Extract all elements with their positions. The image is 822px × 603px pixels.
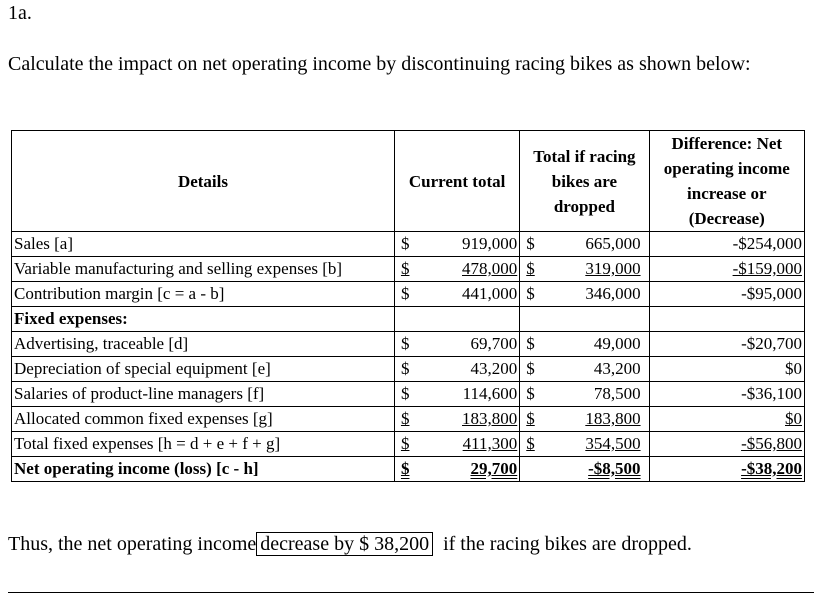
cell-dropped: 49,000 [548, 332, 649, 357]
cell-current: 114,600 [424, 382, 520, 407]
row-label: Depreciation of special equipment [e] [12, 357, 395, 382]
cell-difference: -$254,000 [649, 232, 804, 257]
calculation-table [11, 130, 805, 482]
header-difference: Difference: Net operating income increase or (Decrease) [649, 131, 804, 232]
cell-difference: -$56,800 [649, 432, 804, 457]
conclusion-before: Thus, the net operating income [8, 533, 257, 555]
bottom-divider [8, 592, 814, 593]
conclusion-text [8, 531, 692, 557]
conclusion-answer-box: decrease by $ 38,200 [256, 532, 433, 556]
cell-dropped-sign: $ [520, 282, 549, 307]
row-label: Sales [a] [12, 232, 395, 257]
table-row [12, 332, 805, 357]
cell-current: 29,700 [424, 457, 520, 482]
row-label: Salaries of product-line managers [f] [12, 382, 395, 407]
row-label: Total fixed expenses [h = d + e + f + g] [12, 432, 395, 457]
cell-dropped-sign [520, 457, 549, 482]
cell-dropped [548, 307, 649, 332]
cell-dropped-sign: $ [520, 407, 549, 432]
row-label: Allocated common fixed expenses [g] [12, 407, 395, 432]
row-label: Advertising, traceable [d] [12, 332, 395, 357]
row-label: Net operating income (loss) [c - h] [12, 457, 395, 482]
cell-current: 478,000 [424, 257, 520, 282]
cell-dropped: 78,500 [548, 382, 649, 407]
table-row [12, 407, 805, 432]
cell-current-sign [394, 307, 424, 332]
cell-difference: -$20,700 [649, 332, 804, 357]
header-current-total: Current total [394, 131, 519, 232]
cell-current-sign: $ [394, 457, 424, 482]
conclusion-after: if the racing bikes are dropped. [443, 533, 692, 555]
cell-current: 183,800 [424, 407, 520, 432]
cell-current: 919,000 [424, 232, 520, 257]
cell-dropped: -$8,500 [548, 457, 649, 482]
cell-dropped: 665,000 [548, 232, 649, 257]
header-total-if-dropped: Total if racing bikes are dropped [520, 131, 649, 232]
table-row [12, 232, 805, 257]
cell-dropped-sign: $ [520, 332, 549, 357]
table-row [12, 382, 805, 407]
cell-current-sign: $ [394, 257, 424, 282]
cell-dropped: 183,800 [548, 407, 649, 432]
table-row [12, 307, 805, 332]
question-label: 1a. [8, 2, 32, 24]
cell-current: 43,200 [424, 357, 520, 382]
row-label: Variable manufacturing and selling expenses [b] [12, 257, 395, 282]
cell-dropped: 319,000 [548, 257, 649, 282]
cell-current-sign: $ [394, 407, 424, 432]
cell-difference [649, 307, 804, 332]
table-row [12, 257, 805, 282]
table-row [12, 282, 805, 307]
table-row [12, 432, 805, 457]
cell-current-sign: $ [394, 282, 424, 307]
cell-current-sign: $ [394, 332, 424, 357]
intro-text: Calculate the impact on net operating income by discontinuing racing bikes as shown below: [8, 53, 751, 75]
cell-dropped-sign: $ [520, 432, 549, 457]
cell-current-sign: $ [394, 357, 424, 382]
cell-current [424, 307, 520, 332]
cell-current-sign: $ [394, 232, 424, 257]
cell-dropped-sign: $ [520, 232, 549, 257]
header-details: Details [12, 131, 395, 232]
cell-dropped-sign [520, 307, 549, 332]
cell-dropped-sign: $ [520, 257, 549, 282]
cell-difference: $0 [649, 357, 804, 382]
cell-dropped: 354,500 [548, 432, 649, 457]
cell-dropped-sign: $ [520, 357, 549, 382]
table-row [12, 457, 805, 482]
row-label: Contribution margin [c = a - b] [12, 282, 395, 307]
cell-current: 411,300 [424, 432, 520, 457]
cell-dropped: 346,000 [548, 282, 649, 307]
row-label: Fixed expenses: [12, 307, 395, 332]
table-header-row [12, 131, 805, 232]
cell-current-sign: $ [394, 382, 424, 407]
table-row [12, 357, 805, 382]
cell-current: 441,000 [424, 282, 520, 307]
cell-dropped-sign: $ [520, 382, 549, 407]
cell-difference: -$36,100 [649, 382, 804, 407]
cell-current-sign: $ [394, 432, 424, 457]
cell-difference: -$159,000 [649, 257, 804, 282]
cell-difference: -$95,000 [649, 282, 804, 307]
cell-difference: $0 [649, 407, 804, 432]
cell-current: 69,700 [424, 332, 520, 357]
cell-difference: -$38,200 [649, 457, 804, 482]
cell-dropped: 43,200 [548, 357, 649, 382]
